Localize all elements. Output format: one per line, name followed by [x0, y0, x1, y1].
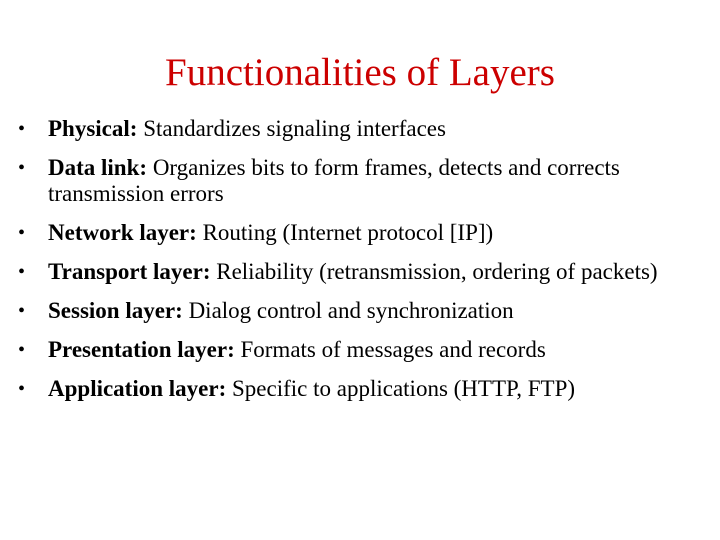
list-item-network	[18, 220, 714, 246]
bullet-icon: •	[18, 222, 26, 244]
bullet-icon: •	[18, 261, 26, 283]
item-description: Routing (Internet protocol [IP])	[202, 220, 494, 245]
item-term: Data link:	[48, 155, 153, 180]
bullet-icon: •	[18, 300, 26, 322]
item-term: Session layer:	[48, 298, 189, 323]
item-term: Application layer:	[48, 376, 233, 401]
bullet-list	[18, 116, 714, 415]
item-term: Presentation layer:	[48, 337, 241, 362]
item-description: Specific to applications (HTTP, FTP)	[232, 376, 576, 401]
list-item-session	[18, 298, 714, 324]
bullet-icon: •	[18, 339, 26, 361]
item-term: Network layer:	[48, 220, 203, 245]
item-description: Formats of messages and records	[240, 337, 546, 362]
item-description: Standardizes signaling interfaces	[143, 116, 446, 141]
slide-title: Functionalities of Layers	[165, 51, 555, 95]
list-item-transport	[18, 259, 714, 285]
item-description: Organizes bits to form frames, detects and corrects transmission errors	[48, 155, 620, 206]
item-description: Dialog control and synchronization	[188, 298, 514, 323]
list-item-application	[18, 376, 714, 402]
item-description: Reliability (retransmission, ordering of packets)	[216, 259, 658, 284]
item-term: Transport layer:	[48, 259, 217, 284]
item-term: Physical:	[48, 116, 144, 141]
bullet-icon: •	[18, 378, 26, 400]
list-item-presentation	[18, 337, 714, 363]
list-item-data-link	[18, 155, 714, 207]
list-item-physical	[18, 116, 714, 142]
bullet-icon: •	[18, 118, 26, 140]
bullet-icon: •	[18, 157, 26, 179]
